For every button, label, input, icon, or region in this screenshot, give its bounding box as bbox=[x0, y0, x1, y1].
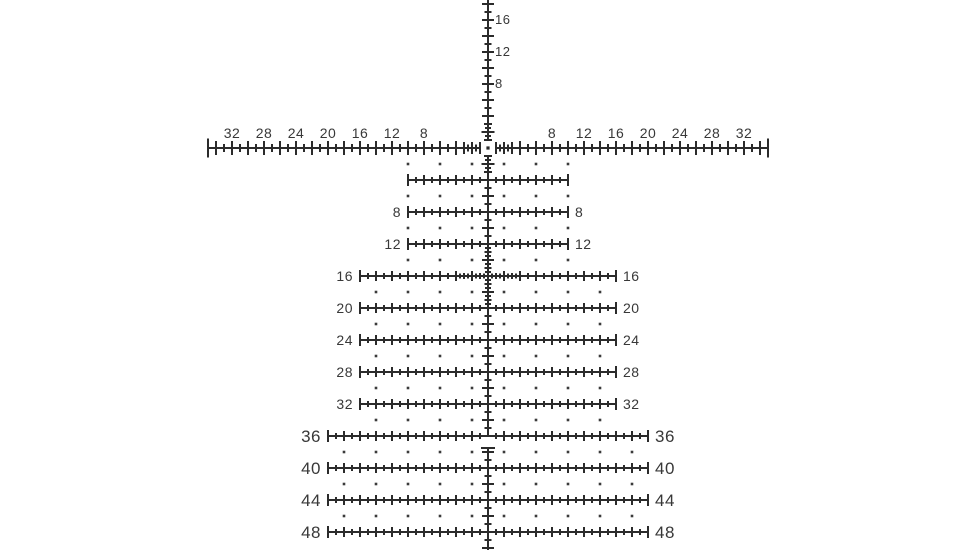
drop-label-right: 36 bbox=[655, 427, 675, 447]
wind-dot bbox=[407, 195, 410, 198]
wind-dot bbox=[407, 483, 410, 486]
wind-dot bbox=[439, 355, 442, 358]
wind-dot bbox=[535, 419, 538, 422]
wind-dot bbox=[471, 419, 474, 422]
wind-dot bbox=[567, 323, 570, 326]
drop-label-left: 16 bbox=[336, 268, 353, 285]
drop-label-left: 44 bbox=[301, 491, 321, 511]
wind-dot bbox=[407, 291, 410, 294]
wind-dot bbox=[471, 291, 474, 294]
wind-dot bbox=[535, 259, 538, 262]
windage-label: 20 bbox=[319, 125, 337, 141]
wind-dot bbox=[343, 483, 346, 486]
wind-dot bbox=[375, 323, 378, 326]
wind-dot bbox=[503, 291, 506, 294]
wind-dot bbox=[535, 291, 538, 294]
wind-dot bbox=[535, 227, 538, 230]
wind-dot bbox=[439, 483, 442, 486]
wind-dot bbox=[503, 451, 506, 454]
wind-dot bbox=[375, 355, 378, 358]
wind-dot bbox=[535, 195, 538, 198]
drop-label-right: 44 bbox=[655, 491, 675, 511]
wind-dot bbox=[599, 483, 602, 486]
wind-dot bbox=[503, 195, 506, 198]
drop-label-right: 24 bbox=[623, 332, 640, 349]
wind-dot bbox=[599, 291, 602, 294]
wind-dot bbox=[375, 291, 378, 294]
wind-dot bbox=[471, 387, 474, 390]
windage-label: 20 bbox=[639, 125, 657, 141]
wind-dot bbox=[567, 291, 570, 294]
wind-dot bbox=[631, 483, 634, 486]
wind-dot bbox=[567, 515, 570, 518]
wind-dot bbox=[567, 227, 570, 230]
wind-dot bbox=[503, 323, 506, 326]
wind-dot bbox=[567, 451, 570, 454]
windage-label: 16 bbox=[351, 125, 369, 141]
wind-dot bbox=[567, 483, 570, 486]
drop-label-right: 16 bbox=[623, 268, 640, 285]
wind-dot bbox=[567, 419, 570, 422]
center-dot bbox=[486, 146, 489, 149]
drop-label-left: 8 bbox=[392, 204, 401, 221]
wind-dot bbox=[471, 451, 474, 454]
wind-dot bbox=[599, 515, 602, 518]
drop-label-left: 40 bbox=[301, 459, 321, 479]
wind-dot bbox=[439, 387, 442, 390]
wind-dot bbox=[375, 451, 378, 454]
wind-dot bbox=[343, 451, 346, 454]
wind-dot bbox=[439, 291, 442, 294]
wind-dot bbox=[567, 195, 570, 198]
wind-dot bbox=[407, 387, 410, 390]
drop-label-right: 20 bbox=[623, 300, 640, 317]
windage-label: 32 bbox=[735, 125, 753, 141]
drop-label-right: 28 bbox=[623, 364, 640, 381]
drop-label-left: 12 bbox=[384, 236, 401, 253]
windage-label: 24 bbox=[671, 125, 689, 141]
wind-dot bbox=[407, 227, 410, 230]
windage-label: 12 bbox=[575, 125, 593, 141]
wind-dot bbox=[439, 419, 442, 422]
wind-dot bbox=[503, 259, 506, 262]
wind-dot bbox=[407, 515, 410, 518]
elevation-label: 16 bbox=[495, 12, 511, 27]
wind-dot bbox=[343, 515, 346, 518]
wind-dot bbox=[535, 355, 538, 358]
wind-dot bbox=[407, 163, 410, 166]
windage-label: 8 bbox=[547, 125, 557, 141]
windage-label: 24 bbox=[287, 125, 305, 141]
drop-label-left: 36 bbox=[301, 427, 321, 447]
windage-label: 32 bbox=[223, 125, 241, 141]
drop-label-right: 12 bbox=[575, 236, 592, 253]
wind-dot bbox=[471, 259, 474, 262]
wind-dot bbox=[407, 451, 410, 454]
wind-dot bbox=[599, 355, 602, 358]
wind-dot bbox=[599, 323, 602, 326]
wind-dot bbox=[535, 163, 538, 166]
wind-dot bbox=[439, 227, 442, 230]
windage-label: 16 bbox=[607, 125, 625, 141]
wind-dot bbox=[439, 163, 442, 166]
drop-label-right: 40 bbox=[655, 459, 675, 479]
wind-dot bbox=[503, 483, 506, 486]
wind-dot bbox=[407, 355, 410, 358]
wind-dot bbox=[535, 515, 538, 518]
wind-dot bbox=[535, 451, 538, 454]
wind-dot bbox=[439, 323, 442, 326]
wind-dot bbox=[503, 227, 506, 230]
wind-dot bbox=[631, 515, 634, 518]
wind-dot bbox=[375, 387, 378, 390]
drop-label-left: 20 bbox=[336, 300, 353, 317]
drop-label-right: 32 bbox=[623, 396, 640, 413]
wind-dot bbox=[471, 515, 474, 518]
elevation-label: 8 bbox=[495, 76, 503, 91]
wind-dot bbox=[599, 387, 602, 390]
windage-label: 12 bbox=[383, 125, 401, 141]
wind-dot bbox=[567, 355, 570, 358]
wind-dot bbox=[503, 163, 506, 166]
wind-dot bbox=[535, 483, 538, 486]
drop-label-left: 24 bbox=[336, 332, 353, 349]
wind-dot bbox=[599, 419, 602, 422]
wind-dot bbox=[407, 259, 410, 262]
windage-label: 28 bbox=[703, 125, 721, 141]
wind-dot bbox=[503, 387, 506, 390]
wind-dot bbox=[375, 515, 378, 518]
drop-label-right: 48 bbox=[655, 523, 675, 543]
wind-dot bbox=[535, 387, 538, 390]
wind-dot bbox=[375, 419, 378, 422]
wind-dot bbox=[567, 259, 570, 262]
wind-dot bbox=[471, 323, 474, 326]
wind-dot bbox=[407, 419, 410, 422]
drop-label-left: 28 bbox=[336, 364, 353, 381]
wind-dot bbox=[375, 483, 378, 486]
wind-dot bbox=[439, 259, 442, 262]
wind-dot bbox=[503, 419, 506, 422]
wind-dot bbox=[439, 515, 442, 518]
wind-dot bbox=[567, 163, 570, 166]
windage-label: 28 bbox=[255, 125, 273, 141]
wind-dot bbox=[471, 355, 474, 358]
wind-dot bbox=[503, 355, 506, 358]
wind-dot bbox=[471, 163, 474, 166]
wind-dot bbox=[535, 323, 538, 326]
wind-dot bbox=[471, 227, 474, 230]
drop-label-left: 32 bbox=[336, 396, 353, 413]
wind-dot bbox=[471, 483, 474, 486]
windage-label: 8 bbox=[419, 125, 429, 141]
drop-label-left: 48 bbox=[301, 523, 321, 543]
wind-dot bbox=[439, 195, 442, 198]
wind-dot bbox=[631, 451, 634, 454]
drop-label-right: 8 bbox=[575, 204, 584, 221]
elevation-label: 12 bbox=[495, 44, 511, 59]
wind-dot bbox=[439, 451, 442, 454]
wind-dot bbox=[567, 387, 570, 390]
wind-dot bbox=[471, 195, 474, 198]
wind-dot bbox=[599, 451, 602, 454]
wind-dot bbox=[503, 515, 506, 518]
wind-dot bbox=[407, 323, 410, 326]
